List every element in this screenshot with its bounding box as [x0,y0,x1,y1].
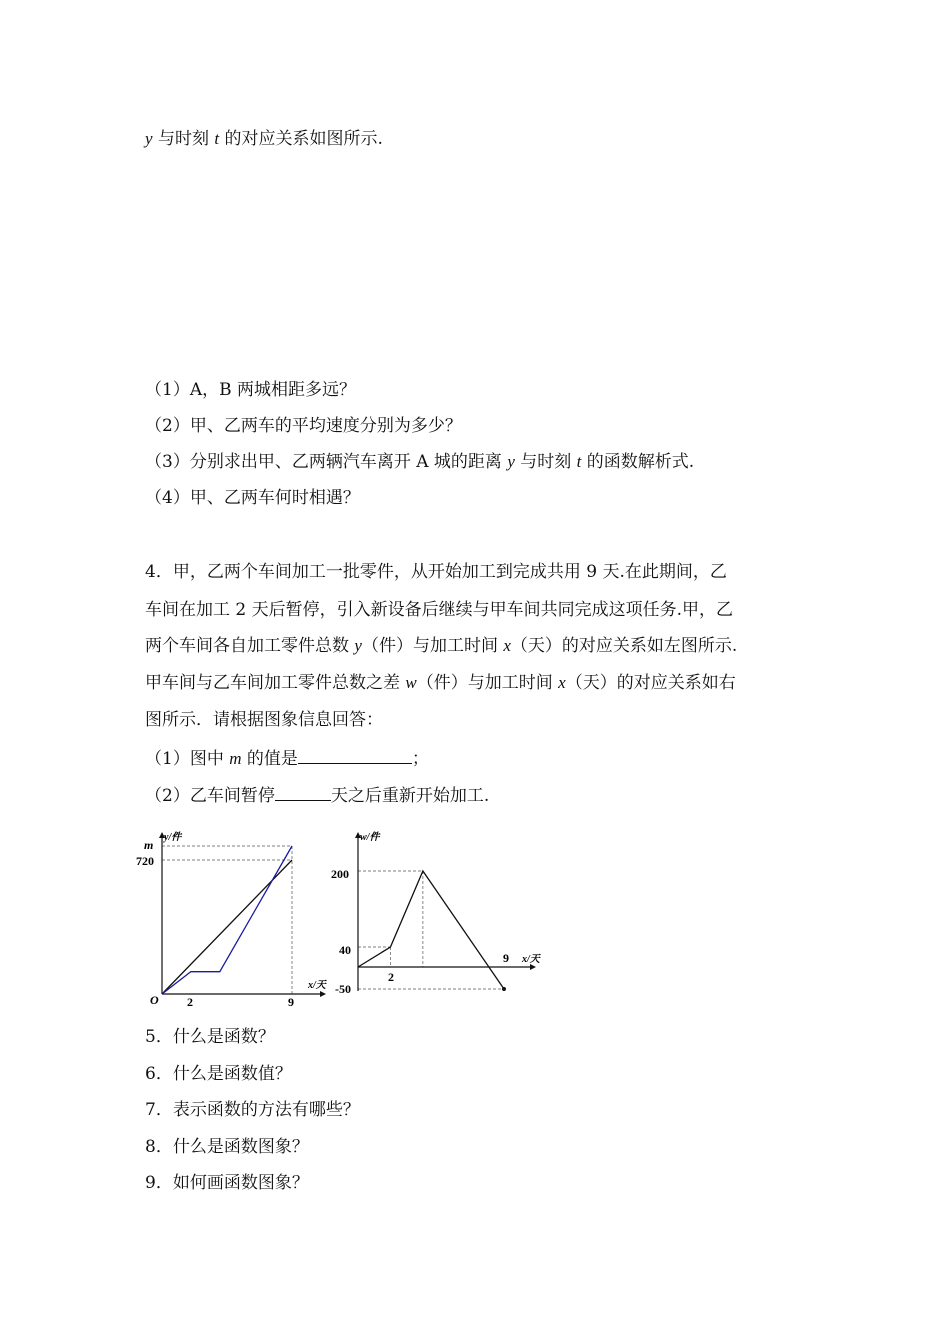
x-tick-2: 2 [388,970,394,984]
q3-part-3 [145,450,694,474]
var-y: y [507,452,515,471]
question-8: 8．什么是函数图象？ [145,1137,309,1157]
x-tick-9: 9 [288,995,294,1009]
chart-left-y-vs-x [130,826,330,1010]
q4-line-4-text-c: （天）的对应关系如右 [565,673,736,693]
y-tick-minus-50: -50 [335,982,351,996]
origin-label: O [150,993,159,1007]
y-tick-m: m [144,838,154,852]
q4-line-3 [145,634,737,658]
var-t: t [576,452,582,471]
question-5: 5．什么是函数？ [145,1027,275,1047]
series-line-yi [162,846,292,994]
q4-line-4-text-b: （件）与加工时间 [416,673,559,693]
chart-right-w-vs-x [330,826,550,998]
x-axis-label: x/天 [522,954,540,965]
y-tick-40: 40 [339,943,351,957]
question-9: 9．如何画函数图象？ [145,1173,309,1193]
answer-blank-2[interactable] [275,782,331,801]
q4-line-4-text-a: 甲车间与乙车间加工零件总数之差 [145,673,406,693]
y-tick-720: 720 [136,854,154,868]
q4-sub-2-text-a: （2）乙车间暂停 [145,786,275,806]
q3-part-2: （2）甲、乙两车的平均速度分别为多少？ [145,416,462,436]
var-m: m [229,749,242,768]
q4-sub-1-text-b: 的值是 [241,749,298,769]
q4-sub-2-text-b: 天之后重新开始加工. [330,786,490,806]
q3-part-3-text-a: （3）分别求出甲、乙两辆汽车离开 A 城的距离 [145,452,508,472]
q4-sub-1-text-a: （1）图中 [145,749,230,769]
q3-part-3-text-b: 与时刻 [514,452,577,472]
q4-line-3-text-b: （件）与加工时间 [361,636,504,656]
series-line-difference [358,871,504,989]
question-6: 6．什么是函数值？ [145,1064,292,1084]
y-axis-label: y/件 [164,832,182,843]
x-axis-arrow [320,991,326,997]
answer-blank-1[interactable] [298,745,412,764]
q4-sub-1-text-c: ； [411,749,429,769]
var-x: x [503,636,511,655]
var-x: x [558,673,566,692]
y-tick-200: 200 [331,867,349,881]
intro-text-2: 的对应关系如图所示. [219,129,383,149]
q4-line-3-text-a: 两个车间各自加工零件总数 [145,636,355,656]
q3-part-4: （4）甲、乙两车何时相遇？ [145,488,360,508]
question-7: 7．表示函数的方法有哪些？ [145,1100,360,1120]
var-y: y [145,129,153,148]
q4-line-4 [145,671,736,695]
var-t: t [214,129,220,148]
x-axis-label: x/天 [308,980,326,991]
q3-part-3-text-c: 的函数解析式. [581,452,695,472]
endpoint-dot [502,987,506,991]
intro-line [145,127,383,151]
q4-line-2: 车间在加工 2 天后暂停，引入新设备后继续与甲车间共同完成这项任务.甲，乙 [145,600,734,620]
q4-sub-1 [145,745,429,771]
var-y: y [354,636,362,655]
q4-sub-2 [145,782,489,808]
y-axis-label: w/件 [360,832,380,843]
x-tick-9: 9 [503,951,509,965]
q3-part-1: （1）A，B 两城相距多远？ [145,380,356,400]
x-tick-2: 2 [187,995,193,1009]
var-w: w [405,673,417,692]
q4-line-5: 图所示．请根据图象信息回答： [145,710,383,730]
q4-line-1: 4．甲，乙两个车间加工一批零件，从开始加工到完成共用 9 天.在此期间，乙 [145,562,727,582]
intro-text-1: 与时刻 [152,129,215,149]
q4-line-3-text-c: （天）的对应关系如左图所示. [510,636,738,656]
